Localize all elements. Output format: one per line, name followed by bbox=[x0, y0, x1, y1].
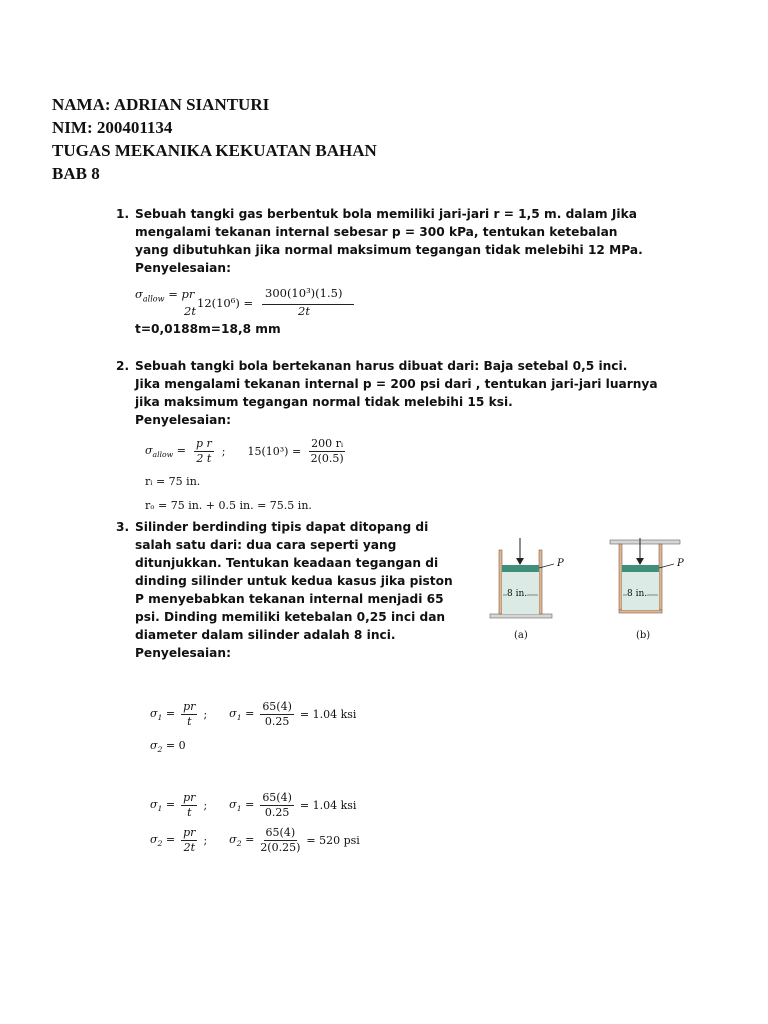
q3-line: salah satu dari: dua cara seperti yang bbox=[135, 538, 397, 552]
q1-solution-label: Penyelesaian: bbox=[135, 261, 231, 275]
q3-number: 3. bbox=[116, 520, 130, 534]
q3-b-eq2-den2: 2(0.25) bbox=[260, 841, 301, 854]
q3-a-eq1-den2: 0.25 bbox=[264, 715, 290, 728]
cylinder-a bbox=[490, 538, 554, 618]
q2-line: Sebuah tangki bola bertekanan harus dibuat dari: Baja setebal 0,5 inci. bbox=[135, 359, 628, 373]
q3-a-eq1-result: = 1.04 ksi bbox=[299, 708, 357, 721]
assignment-title: TUGAS MEKANIKA KEKUATAN BAHAN bbox=[52, 141, 377, 160]
q3-line: P menyebabkan tekanan internal menjadi 65 bbox=[135, 592, 444, 606]
q3-b-eq1-num2: 65(4) bbox=[262, 791, 292, 804]
q2-line: jika maksimum tegangan normal tidak melebihi 15 ksi. bbox=[135, 395, 513, 409]
q3-b-eq1-den: t bbox=[187, 806, 192, 819]
q3-a-eq2-value: = 0 bbox=[165, 739, 186, 752]
q3-b-eq1-result: = 1.04 ksi bbox=[299, 799, 357, 812]
q2-eq1-num2: 200 rᵢ bbox=[311, 437, 344, 450]
fig-b-dim: 8 in. bbox=[627, 589, 648, 599]
q2-eq1-num: p r bbox=[195, 437, 212, 450]
q2-eq3: rₒ = 75 in. + 0.5 in. = 75.5 in. bbox=[145, 499, 312, 512]
q2-eq2: rᵢ = 75 in. bbox=[145, 475, 201, 488]
q1-eq-den: 2t bbox=[184, 304, 196, 318]
q3-a-eq2: $\sigma_2 = 0$ bbox=[150, 739, 186, 755]
q3-line: diameter dalam silinder adalah 8 inci. bbox=[135, 628, 396, 642]
q3-b-eq1: $\sigma_1$ = $\frac{pr}{t}$ ; $\sigma_1$ = $\frac{65(4)}{0.25}$ = 1.04 ksi bbox=[150, 791, 357, 819]
q3-line: dinding silinder untuk kedua kasus jika piston bbox=[135, 574, 453, 588]
q3-b-eq2: $\sigma_2$ = $\frac{pr}{2t}$ ; $\sigma_2$ = $\frac{65(4)}{2(0.25)}$ = 520 psi bbox=[150, 826, 360, 854]
q3-b-eq1-den2: 0.25 bbox=[264, 806, 290, 819]
student-nim: NIM: 200401134 bbox=[52, 118, 173, 137]
fig-a-dim: 8 in. bbox=[507, 589, 528, 599]
fig-a-p-label: P bbox=[557, 558, 564, 569]
q1-line: Sebuah tangki gas berbentuk bola memiliki jari-jari r = 1,5 m. dalam Jika bbox=[135, 207, 637, 221]
q1-eq-mid: 12(10⁶) = bbox=[197, 296, 254, 310]
q1-text bbox=[135, 205, 643, 277]
q3-b-eq2-den: 2t bbox=[183, 841, 195, 854]
q3-line: psi. Dinding memiliki ketebalan 0,25 inci dan bbox=[135, 610, 446, 624]
q1-number: 1. bbox=[116, 207, 130, 221]
q2-eq1: $\sigma_{allow}$ = $\frac{\text{p r}}{2 t}$ ; 15(10³) = $\frac{\text{200 rᵢ}}{2(0.5)}$ bbox=[145, 437, 344, 465]
q1-eq-den2: 2t bbox=[298, 304, 310, 318]
q3-a-eq1: $\sigma_1$ = $\frac{pr}{t}$ ; $\sigma_1$ = $\frac{65(4)}{0.25}$ = 1.04 ksi bbox=[150, 700, 357, 728]
q3-b-eq2-num: pr bbox=[183, 826, 196, 839]
q3-b-eq2-result: = 520 psi bbox=[306, 834, 360, 847]
q1-line: yang dibutuhkan jika normal maksimum tegangan tidak melebihi 12 MPa. bbox=[135, 243, 643, 257]
fig-b-p-label: P bbox=[677, 558, 684, 569]
q3-line: ditunjukkan. Tentukan keadaan tegangan di bbox=[135, 556, 439, 570]
q3-a-eq1-num: pr bbox=[183, 700, 196, 713]
q2-eq1-mid: 15(10³) = bbox=[247, 445, 302, 458]
q3-a-eq1-den: t bbox=[187, 715, 192, 728]
q2-line: Jika mengalami tekanan internal p = 200 psi dari , tentukan jari-jari luarnya bbox=[135, 377, 658, 391]
chapter-label: BAB 8 bbox=[52, 164, 100, 183]
fig-b-label: (b) bbox=[636, 630, 651, 641]
q1-line: mengalami tekanan internal sebesar p = 300 kPa, tentukan ketebalan bbox=[135, 225, 618, 239]
q1-eq-num: 300(10³)(1.5) bbox=[265, 286, 343, 300]
q2-number: 2. bbox=[116, 359, 130, 373]
q2-eq1-den2: 2(0.5) bbox=[310, 452, 344, 465]
q2-solution-label: Penyelesaian: bbox=[135, 413, 231, 427]
q3-b-eq1-num: pr bbox=[183, 791, 196, 804]
q2-text bbox=[135, 357, 658, 429]
q3-a-eq1-num2: 65(4) bbox=[262, 700, 292, 713]
cylinder-b bbox=[610, 538, 680, 613]
q2-eq1-den: 2 t bbox=[196, 452, 212, 465]
q1-eq-lhs: $\sigma_{allow}$ = pr bbox=[135, 287, 195, 304]
q3-text bbox=[135, 518, 453, 662]
q3-solution-label: Penyelesaian: bbox=[135, 646, 231, 660]
student-name: NAMA: ADRIAN SIANTURI bbox=[52, 95, 270, 114]
q3-line: Silinder berdinding tipis dapat ditopang di bbox=[135, 520, 429, 534]
q3-b-eq2-num2: 65(4) bbox=[265, 826, 296, 839]
q1-result: t=0,0188m=18,8 mm bbox=[135, 322, 281, 336]
fig-a-label: (a) bbox=[514, 630, 528, 641]
